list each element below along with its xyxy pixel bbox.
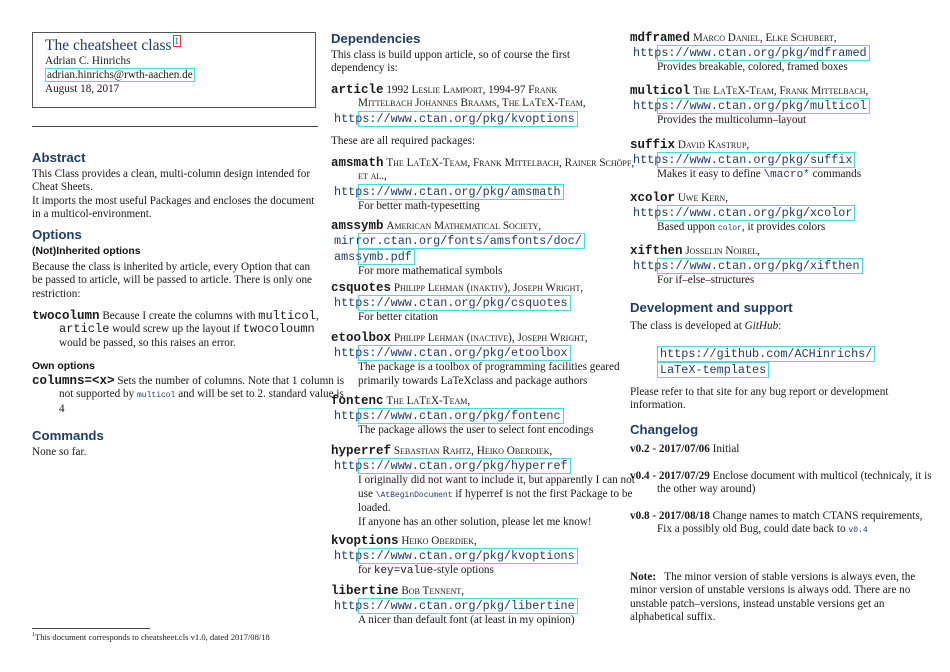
changelog-entry: v0.8 - 2017/08/18 Change names to match CTANS requirements, Fix a possibly old Bug, could date back to v0.4 xyxy=(630,510,923,536)
amssymb-url[interactable]: mirror.ctan.org/fonts/amsfonts/doc/ xyxy=(358,233,585,249)
author: Adrian C. Hinrichs xyxy=(45,55,131,67)
dep-xifthen: xifthen Josselin Noirel, https://www.ctan.org/pkg/xifthen For if–else–structures xyxy=(630,245,943,288)
github-link xyxy=(630,346,943,378)
etoolbox-url[interactable]: https://www.ctan.org/pkg/etoolbox xyxy=(358,345,571,361)
own-options-heading: Own options xyxy=(32,361,95,372)
footnote-rule xyxy=(32,628,150,629)
date: August 18, 2017 xyxy=(45,82,120,95)
xifthen-url[interactable]: https://www.ctan.org/pkg/xifthen xyxy=(657,258,863,274)
article-url[interactable]: https://www.ctan.org/pkg/kvoptions xyxy=(358,111,578,127)
required-intro: These are all required packages: xyxy=(331,135,476,147)
development-text-2: Please refer to that site for any bug report or development information. xyxy=(630,386,889,412)
document-title: The cheatsheet class $^1$ xyxy=(45,36,180,54)
dep-csquotes: csquotes Philipp Lehman (inaktiv), Joseph Wright, https://www.ctan.org/pkg/csquotes For better citation xyxy=(331,281,584,324)
footnote: $^1$This document corresponds to cheatsheet.cls v1.0, dated 2017/08/18 xyxy=(32,631,270,642)
development-heading: Development and support xyxy=(630,300,793,315)
fontenc-url[interactable]: https://www.ctan.org/pkg/fontenc xyxy=(358,408,564,424)
dep-amssymb: amssymb American Mathematical Society, mirror.ctan.org/fonts/amsfonts/doc/ amssymb.pdf For more mathematical symbols xyxy=(331,220,644,279)
dep-amsmath: amsmath The LaTeX-Team, Frank Mittelbach, Rainer Schöpf, et al., https://www.ctan.org/pkg/amsmath For better math-typesetting xyxy=(331,156,635,212)
github-url[interactable]: https://github.com/ACHinrichs/ xyxy=(657,346,875,362)
commands-heading: Commands xyxy=(32,428,104,443)
kvoptions-url[interactable]: https://www.ctan.org/pkg/kvoptions xyxy=(358,548,578,564)
dep-fontenc: fontenc The LaTeX-Team, https://www.ctan.org/pkg/fontenc The package allows the user to select font encodings xyxy=(331,394,594,437)
columns-option: columns=<x> Sets the number of columns. Note that 1 column is not supported by multicol and will be set to 2. standard value is 4 xyxy=(32,374,345,415)
xcolor-url[interactable]: https://www.ctan.org/pkg/xcolor xyxy=(657,205,855,221)
inherited-options-text: Because the class is inherited by article, every Option that can be passed to article, will be passed to article. There is only one restriction: xyxy=(32,261,313,300)
mdframed-url[interactable]: https://www.ctan.org/pkg/mdframed xyxy=(657,45,870,61)
dep-xcolor: xcolor Uwe Kern, https://www.ctan.org/pkg/xcolor Based uppon color, it provides colors xyxy=(630,192,943,236)
title-box xyxy=(32,32,316,108)
suffix-url[interactable]: https://www.ctan.org/pkg/suffix xyxy=(657,152,855,168)
dep-kvoptions: kvoptions Heiko Oberdiek, https://www.ctan.org/pkg/kvoptions for key=value-style options xyxy=(331,535,644,579)
changelog-note: Note: The minor version of stable versions is always even, the minor version of unstable versions is always odd. There are no unstable patch–versions, instead unstable versions get an alphabetical suffix. xyxy=(630,571,916,624)
commands-text: None so far. xyxy=(32,446,87,458)
amssymb-url-cont[interactable]: amssymb.pdf xyxy=(358,249,415,265)
inherited-options-heading: (Not)Inherited options xyxy=(32,246,141,257)
dep-libertine: libertine Bob Tennent, https://www.ctan.org/pkg/libertine A nicer than default font (at least in my opinion) xyxy=(331,585,644,628)
changelog-entry: v0.4 - 2017/07/29 Enclose document with multicol (technicaly, it is the other way around) xyxy=(630,470,932,496)
amsmath-url[interactable]: https://www.ctan.org/pkg/amsmath xyxy=(358,184,564,200)
libertine-url[interactable]: https://www.ctan.org/pkg/libertine xyxy=(358,598,578,614)
dependencies-heading: Dependencies xyxy=(331,31,421,46)
options-heading: Options xyxy=(32,227,82,242)
title-rule xyxy=(32,126,318,127)
hyperref-url[interactable]: https://www.ctan.org/pkg/hyperref xyxy=(358,458,571,474)
dep-etoolbox: etoolbox Philipp Lehman (inactive), Joseph Wright, https://www.ctan.org/pkg/etoolbox The package is a toolbox of programming facilities geared primarily towards LaTeXclass and package authors xyxy=(331,331,620,387)
changelog-heading: Changelog xyxy=(630,422,699,437)
dep-multicol: multicol The LaTeX-Team, Frank Mittelbach, https://www.ctan.org/pkg/multicol Provides the multicolumn–layout xyxy=(630,84,869,127)
dep-suffix: suffix David Kastrup, https://www.ctan.org/pkg/suffix Makes it easy to define \macro* commands xyxy=(630,138,862,182)
github-url-cont[interactable]: LaTeX-templates xyxy=(657,362,769,378)
dep-hyperref: hyperref Sebastian Rahtz, Heiko Oberdiek, https://www.ctan.org/pkg/hyperref I originally did not want to include it, but apparently I can not use \AtBeginDocument if hyperref is not the first Package to be loaded. If anyone has an other solution, please let me know! xyxy=(331,444,635,528)
abstract-heading: Abstract xyxy=(32,150,86,165)
dep-mdframed: mdframed Marco Daniel, Elke Schubert, https://www.ctan.org/pkg/mdframed Provides breakable, colored, framed boxes xyxy=(630,32,943,75)
footnote-link[interactable]: 1 xyxy=(174,36,180,46)
abstract-text: This Class provides a clean, multi-column design intended for Cheat Sheets. It imports the most useful Packages and encloses the document in a multicol-environment. xyxy=(32,168,315,221)
dependencies-intro: This class is build uppon article, so of course the first dependency is: xyxy=(331,49,570,75)
twocolumn-option: twocolumn Because I create the columns with multicol, article would screw up the layout if twocoloumn would be passed, so this raises an error. xyxy=(32,309,319,349)
changelog-entry: v0.2 - 2017/07/06 Initial xyxy=(630,443,740,455)
csquotes-url[interactable]: https://www.ctan.org/pkg/csquotes xyxy=(358,295,571,311)
email-link[interactable]: adrian.hinrichs@rwth-aachen.de xyxy=(47,69,193,82)
development-text: The class is developed at GitHub: xyxy=(630,320,782,332)
dep-article: article 1992 Leslie Lamport, 1994-97 Frank Mittelbach Johannes Braams, The LaTeX-Team, https://www.ctan.org/pkg/kvoptions xyxy=(331,83,586,126)
multicol-url[interactable]: https://www.ctan.org/pkg/multicol xyxy=(657,98,870,114)
